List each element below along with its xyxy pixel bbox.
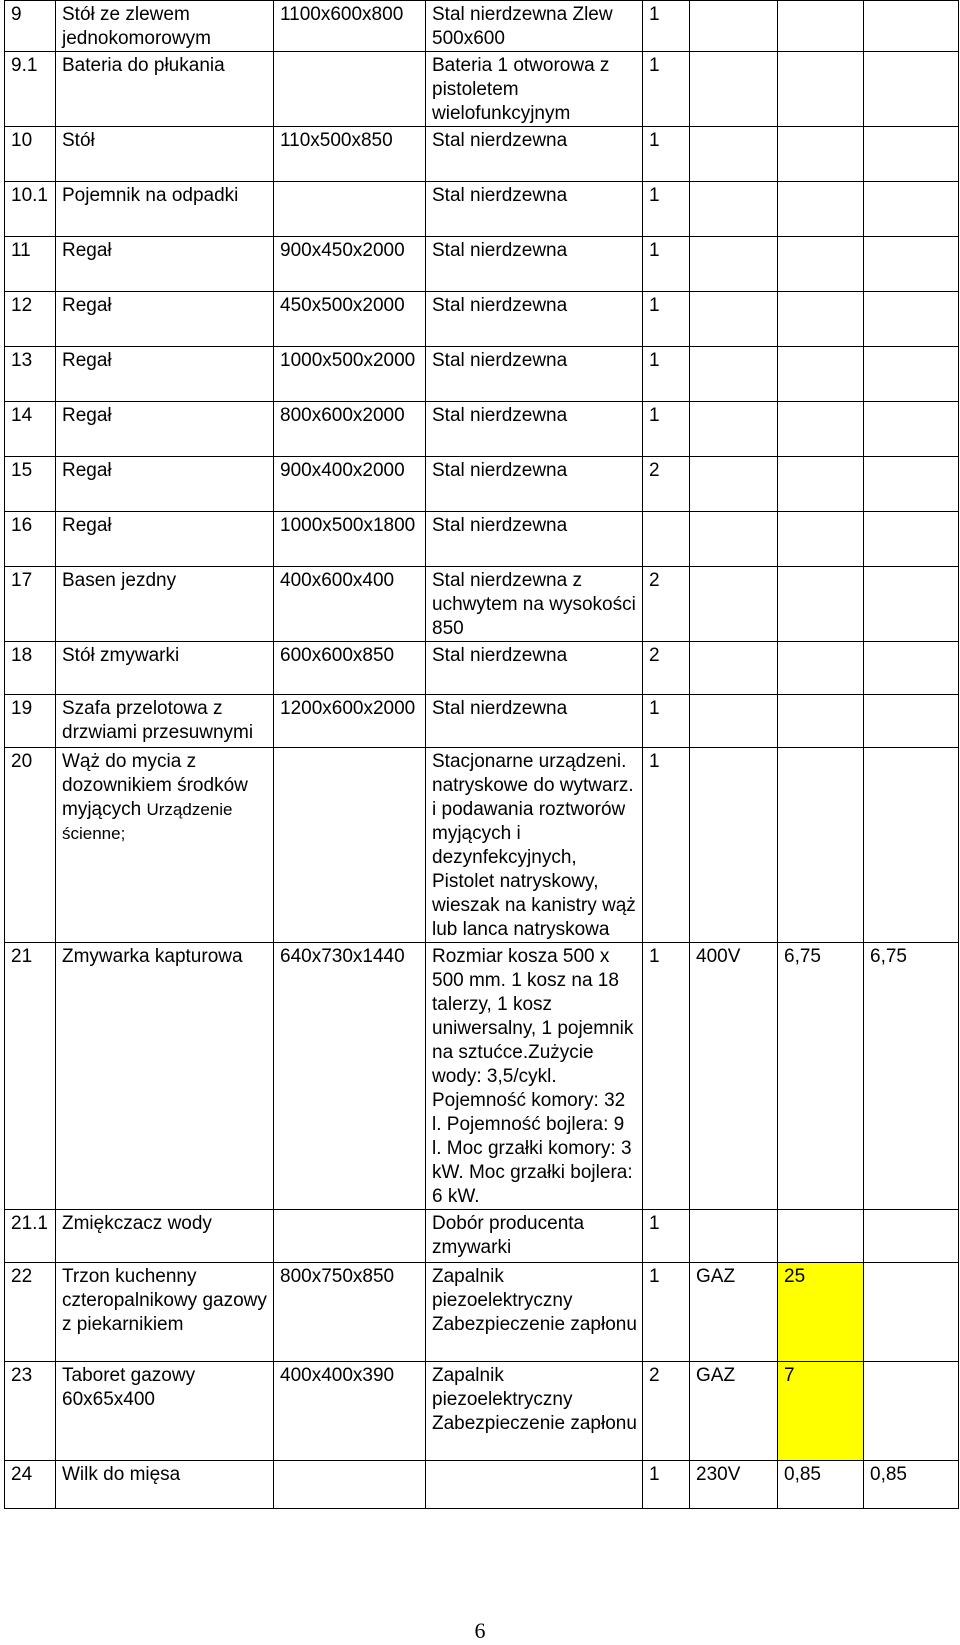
item-description: Stal nierdzewna: [426, 402, 643, 457]
item-supply: [690, 695, 778, 748]
table-row: [5, 52, 959, 127]
item-name: Regał: [56, 402, 274, 457]
item-supply: [690, 748, 778, 943]
item-name: Stół: [56, 127, 274, 182]
item-total-power: [864, 457, 959, 512]
item-name: Bateria do płukania: [56, 52, 274, 127]
table-row: [5, 642, 959, 695]
item-dimensions: 1000x500x1800: [274, 512, 426, 567]
item-power: [778, 1, 864, 52]
item-dimensions: 1100x600x800: [274, 1, 426, 52]
item-total-power: [864, 127, 959, 182]
item-supply: [690, 292, 778, 347]
item-power: [778, 237, 864, 292]
item-dimensions: [274, 1210, 426, 1263]
item-supply: GAZ: [690, 1263, 778, 1362]
item-name: Regał: [56, 457, 274, 512]
item-total-power: 0,85: [864, 1461, 959, 1509]
item-power: [778, 292, 864, 347]
table-row: [5, 182, 959, 237]
item-description: Stal nierdzewna: [426, 457, 643, 512]
item-number: 10: [5, 127, 56, 182]
item-supply: [690, 457, 778, 512]
item-total-power: [864, 402, 959, 457]
item-total-power: [864, 512, 959, 567]
item-number: 22: [5, 1263, 56, 1362]
item-quantity: 2: [643, 457, 690, 512]
equipment-table: [4, 0, 958, 1526]
item-dimensions: 110x500x850: [274, 127, 426, 182]
item-description: Stal nierdzewna: [426, 695, 643, 748]
item-supply: 400V: [690, 943, 778, 1210]
item-name: Regał: [56, 237, 274, 292]
item-power: [778, 567, 864, 642]
item-number: 21.1: [5, 1210, 56, 1263]
item-quantity: 2: [643, 1362, 690, 1461]
item-power: [778, 182, 864, 237]
table-row: [5, 1263, 959, 1362]
item-description: Dobór producenta zmywarki: [426, 1210, 643, 1263]
item-power: [778, 402, 864, 457]
item-quantity: 1: [643, 943, 690, 1210]
item-power: [778, 512, 864, 567]
table-row: [5, 748, 959, 943]
item-power: [778, 748, 864, 943]
item-description: Stal nierdzewna: [426, 127, 643, 182]
item-dimensions: 450x500x2000: [274, 292, 426, 347]
item-quantity: 1: [643, 1210, 690, 1263]
item-supply: [690, 567, 778, 642]
item-quantity: 2: [643, 642, 690, 695]
item-number: 10.1: [5, 182, 56, 237]
item-quantity: 1: [643, 695, 690, 748]
table-row: [5, 512, 959, 567]
item-quantity: 1: [643, 748, 690, 943]
item-number: 13: [5, 347, 56, 402]
item-dimensions: 800x750x850: [274, 1263, 426, 1362]
table-row: [5, 1, 959, 52]
item-quantity: [643, 512, 690, 567]
item-number: 14: [5, 402, 56, 457]
item-power: [778, 347, 864, 402]
item-number: 18: [5, 642, 56, 695]
item-number: 15: [5, 457, 56, 512]
item-quantity: 1: [643, 1461, 690, 1509]
item-power: 25: [778, 1263, 864, 1362]
item-dimensions: 1200x600x2000: [274, 695, 426, 748]
item-power: [778, 52, 864, 127]
item-dimensions: [274, 748, 426, 943]
item-number: 24: [5, 1461, 56, 1509]
item-total-power: [864, 347, 959, 402]
item-power: [778, 1210, 864, 1263]
item-total-power: [864, 1210, 959, 1263]
item-quantity: 1: [643, 347, 690, 402]
item-name-main: Wąż do mycia z dozownikiem środków myjących: [62, 751, 248, 820]
item-quantity: 1: [643, 402, 690, 457]
item-description: Stal nierdzewna: [426, 347, 643, 402]
item-supply: [690, 512, 778, 567]
item-supply: [690, 402, 778, 457]
item-number: 17: [5, 567, 56, 642]
item-dimensions: 900x450x2000: [274, 237, 426, 292]
item-power: 0,85: [778, 1461, 864, 1509]
table-row: [5, 1461, 959, 1509]
item-total-power: [864, 748, 959, 943]
item-total-power: [864, 642, 959, 695]
item-description: Stal nierdzewna: [426, 642, 643, 695]
item-dimensions: 800x600x2000: [274, 402, 426, 457]
item-name: Trzon kuchenny czteropalnikowy gazowy z piekarnikiem: [56, 1263, 274, 1362]
item-total-power: [864, 182, 959, 237]
item-dimensions: 400x600x400: [274, 567, 426, 642]
item-power: 7: [778, 1362, 864, 1461]
item-total-power: [864, 1263, 959, 1362]
item-supply: [690, 127, 778, 182]
table-row: [5, 943, 959, 1210]
item-dimensions: 900x400x2000: [274, 457, 426, 512]
table-row: [5, 127, 959, 182]
item-supply: [690, 347, 778, 402]
item-quantity: 1: [643, 1, 690, 52]
item-name: Regał: [56, 512, 274, 567]
item-name: Regał: [56, 347, 274, 402]
item-power: [778, 642, 864, 695]
item-power: [778, 127, 864, 182]
item-name: Stół ze zlewem jednokomorowym: [56, 1, 274, 52]
table-row: [5, 292, 959, 347]
item-dimensions: [274, 182, 426, 237]
item-supply: [690, 52, 778, 127]
item-description: Stal nierdzewna Zlew 500x600: [426, 1, 643, 52]
item-quantity: 1: [643, 237, 690, 292]
item-number: 9: [5, 1, 56, 52]
item-description: Stal nierdzewna z uchwytem na wysokości 850: [426, 567, 643, 642]
item-dimensions: 600x600x850: [274, 642, 426, 695]
item-number: 19: [5, 695, 56, 748]
item-dimensions: 400x400x390: [274, 1362, 426, 1461]
item-total-power: [864, 695, 959, 748]
item-description: Stal nierdzewna: [426, 292, 643, 347]
item-dimensions: 1000x500x2000: [274, 347, 426, 402]
item-dimensions: [274, 52, 426, 127]
item-supply: 230V: [690, 1461, 778, 1509]
item-description: Zapalnik piezoelektryczny Zabezpieczenie zapłonu: [426, 1263, 643, 1362]
item-description: Stal nierdzewna: [426, 237, 643, 292]
item-description: Stacjonarne urządzeni. natryskowe do wytwarz. i podawania roztworów myjących i dezynfekcyjnych, Pistolet natryskowy, wieszak na kanistry wąż lub lanca natryskowa: [426, 748, 643, 943]
item-total-power: [864, 1, 959, 52]
table-row: [5, 347, 959, 402]
item-name: Stół zmywarki: [56, 642, 274, 695]
item-quantity: 1: [643, 292, 690, 347]
item-number: 21: [5, 943, 56, 1210]
item-name: Taboret gazowy 60x65x400: [56, 1362, 274, 1461]
item-description: [426, 1461, 643, 1509]
item-supply: [690, 1, 778, 52]
table-row: [5, 567, 959, 642]
item-supply: [690, 1210, 778, 1263]
item-supply: [690, 182, 778, 237]
item-power: [778, 457, 864, 512]
item-quantity: 2: [643, 567, 690, 642]
item-dimensions: 640x730x1440: [274, 943, 426, 1210]
item-description: Stal nierdzewna: [426, 512, 643, 567]
item-total-power: [864, 292, 959, 347]
item-supply: [690, 642, 778, 695]
item-name: Zmywarka kapturowa: [56, 943, 274, 1210]
item-number: 9.1: [5, 52, 56, 127]
item-number: 16: [5, 512, 56, 567]
item-name: Zmiękczacz wody: [56, 1210, 274, 1263]
item-name: [56, 748, 274, 943]
item-name: Basen jezdny: [56, 567, 274, 642]
item-total-power: [864, 567, 959, 642]
item-power: 6,75: [778, 943, 864, 1210]
item-description: Rozmiar kosza 500 x 500 mm. 1 kosz na 18 talerzy, 1 kosz uniwersalny, 1 pojemnik na sztućce.Zużycie wody: 3,5/cykl. Pojemność komory: 32 l. Pojemność bojlera: 9 l. Moc grzałki komory: 3 kW. Moc grzałki bojlera: 6 kW.: [426, 943, 643, 1210]
item-name: Pojemnik na odpadki: [56, 182, 274, 237]
item-quantity: 1: [643, 182, 690, 237]
item-total-power: [864, 1362, 959, 1461]
item-power: [778, 695, 864, 748]
page-number: 6: [474, 1618, 486, 1643]
item-name: Szafa przelotowa z drzwiami przesuwnymi: [56, 695, 274, 748]
item-supply: [690, 237, 778, 292]
item-number: 11: [5, 237, 56, 292]
item-number: 12: [5, 292, 56, 347]
table-row: [5, 1362, 959, 1461]
item-quantity: 1: [643, 1263, 690, 1362]
item-supply: GAZ: [690, 1362, 778, 1461]
item-number: 23: [5, 1362, 56, 1461]
table-row: [5, 237, 959, 292]
table-row: [5, 402, 959, 457]
item-total-power: [864, 52, 959, 127]
item-number: 20: [5, 748, 56, 943]
item-name: Regał: [56, 292, 274, 347]
table-row: [5, 457, 959, 512]
item-total-power: 6,75: [864, 943, 959, 1210]
item-quantity: 1: [643, 127, 690, 182]
item-name: Wilk do mięsa: [56, 1461, 274, 1509]
item-description: Stal nierdzewna: [426, 182, 643, 237]
table-row: [5, 695, 959, 748]
item-total-power: [864, 237, 959, 292]
item-dimensions: [274, 1461, 426, 1509]
table-row: [5, 1210, 959, 1263]
item-description: Bateria 1 otworowa z pistoletem wielofunkcyjnym: [426, 52, 643, 127]
item-name-note: Urządzenie ścienne;: [62, 800, 233, 843]
item-description: Zapalnik piezoelektryczny Zabezpieczenie zapłonu: [426, 1362, 643, 1461]
item-quantity: 1: [643, 52, 690, 127]
